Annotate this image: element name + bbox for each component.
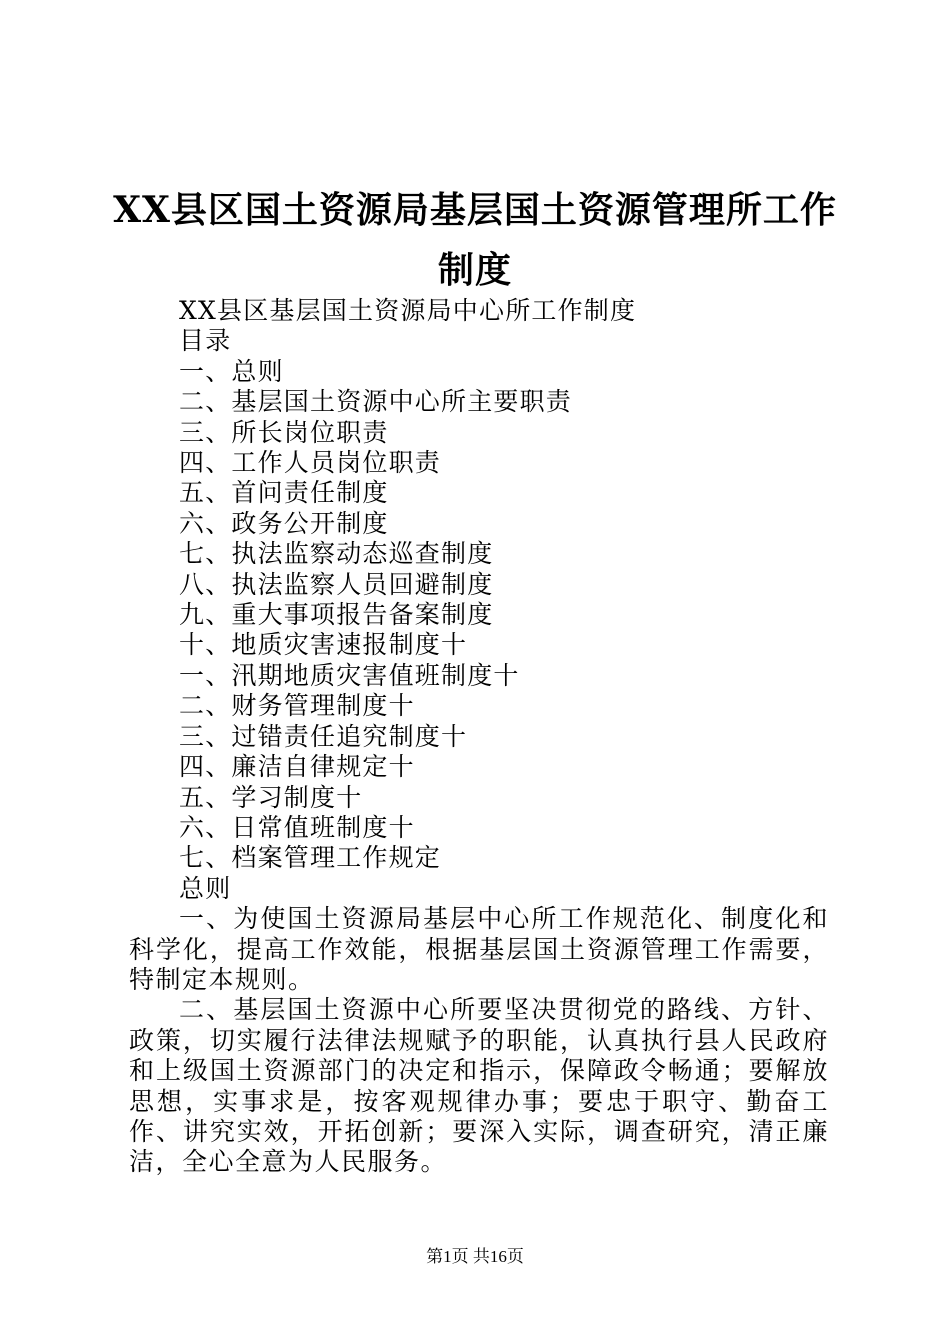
toc-item: 七、档案管理工作规定 [179,843,442,873]
document-body [129,296,829,1178]
document-title-line2: 制度 [437,249,512,291]
document-title-line1: XX县区国土资源局基层国土资源管理所工作 [113,189,837,231]
toc-item: 六、政务公开制度 [179,508,389,538]
toc-item: 一、总则 [179,356,284,386]
toc-item: 四、工作人员岗位职责 [179,448,442,478]
toc-item: 二、基层国土资源中心所主要职责 [179,387,573,417]
section-heading: 总则 [179,873,232,903]
toc-item: 四、廉洁自律规定十 [179,752,415,782]
toc-item: 六、日常值班制度十 [179,812,415,842]
toc-item: 十、地质灾害速报制度十 [179,630,468,660]
toc-item: 二、财务管理制度十 [179,691,415,721]
toc-item: 一、汛期地质灾害值班制度十 [179,660,520,690]
body-paragraph: 二、基层国土资源中心所要坚决贯彻党的路线、方针、政策，切实履行法律法规赋予的职能，认真执行县人民政府和上级国土资源部门的决定和指示，保障政令畅通；要解放思想，实事求是，按客观规律办事；要忠于职守、勤奋工作、讲究实效，开拓创新；要深入实际，调查研究，清正廉洁，全心全意为人民服务。 [129,995,829,1177]
subtitle: XX县区基层国土资源局中心所工作制度 [179,296,637,325]
toc-item: 三、所长岗位职责 [179,417,389,447]
toc-item: 七、执法监察动态巡查制度 [179,539,494,569]
toc-item: 八、执法监察人员回避制度 [179,569,494,599]
body-paragraph: 一、为使国土资源局基层中心所工作规范化、制度化和科学化，提高工作效能，根据基层国土资源管理工作需要，特制定本规则。 [129,904,829,994]
page-footer: 第1页 共16页 [426,1247,524,1266]
toc-item: 五、学习制度十 [179,782,363,812]
toc-heading: 目录 [179,326,232,356]
toc-item: 九、重大事项报告备案制度 [179,600,494,630]
toc-item: 三、过错责任追究制度十 [179,721,468,751]
toc-item: 五、首问责任制度 [179,478,389,508]
